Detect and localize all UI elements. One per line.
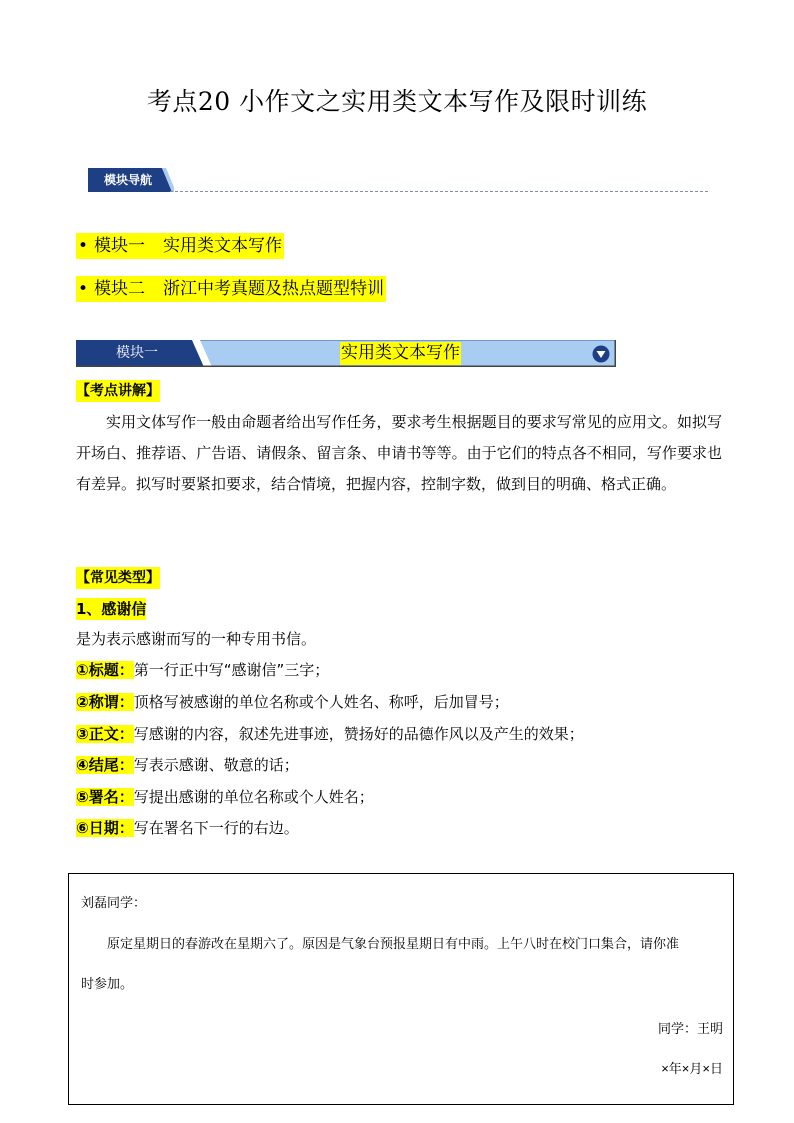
nav-divider xyxy=(170,191,708,192)
format-item-ending xyxy=(76,752,299,778)
format-text: 顶格写被感谢的单位名称或个人姓名、称呼，后加冒号； xyxy=(133,693,509,711)
format-text: 第一行正中写“感谢信”三字； xyxy=(133,661,330,679)
format-text: 写感谢的内容，叙述先进事迹，赞扬好的品德作风以及产生的效果； xyxy=(133,725,584,743)
type-subheading: 1、感谢信 xyxy=(76,600,147,618)
format-item-date xyxy=(76,815,299,841)
nav-tab-label: 模块导航 xyxy=(103,173,152,187)
format-item-body xyxy=(76,721,584,747)
section-bar xyxy=(76,340,616,367)
note-signature: 同学：王明 xyxy=(657,1021,723,1036)
chevron-down-icon[interactable] xyxy=(592,345,610,363)
section-module-label: 模块一 xyxy=(116,345,158,361)
bullet: • xyxy=(78,279,89,299)
format-item-title xyxy=(76,657,329,683)
bullet: • xyxy=(78,236,89,256)
nav-item-module-1[interactable] xyxy=(76,233,284,259)
section-title: 实用类文本写作 xyxy=(341,343,460,363)
nav-item-module: 模块二 xyxy=(94,279,146,299)
nav-item-title: 实用类文本写作 xyxy=(163,236,283,256)
note-date: ×年×月×日 xyxy=(661,1061,723,1076)
format-item-signature xyxy=(76,784,374,810)
kaodian-paragraph: 实用文体写作一般由命题者给出写作任务，要求考生根据题目的要求写常见的应用文。如拟写开场白、推荐语、广告语、请假条、留言条、申请书等等。由于它们的特点各不相同，写作要求也有差异。拟写时要紧扣要求，结合情境，把握内容，控制字数，做到目的明确、格式正确。 xyxy=(76,413,722,493)
kaodian-tag: 【考点讲解】 xyxy=(76,380,160,402)
nav-item-module-2[interactable] xyxy=(76,276,386,302)
format-label: ⑤署名： xyxy=(76,788,134,806)
format-label: ③正文： xyxy=(76,725,134,743)
format-text: 写表示感谢、敬意的话； xyxy=(133,756,299,774)
format-text: 写提出感谢的单位名称或个人姓名； xyxy=(133,788,374,806)
format-text: 写在署名下一行的右边。 xyxy=(133,819,299,837)
example-note-box xyxy=(68,873,734,1105)
format-label: ⑥日期： xyxy=(76,819,134,837)
format-label: ①标题： xyxy=(76,661,134,679)
page-title: 考点20 小作文之实用类文本写作及限时训练 xyxy=(146,87,648,116)
note-body-line-2: 时参加。 xyxy=(81,976,134,991)
format-label: ②称谓： xyxy=(76,693,134,711)
note-body-line-1: 原定星期日的春游改在星期六了。原因是气象台预报星期日有中雨。上午八时在校门口集合，请你准 xyxy=(107,936,680,951)
format-label: ④结尾： xyxy=(76,756,134,774)
note-salutation: 刘磊同学： xyxy=(81,895,147,910)
types-tag: 【常见类型】 xyxy=(76,567,160,589)
type-intro: 是为表示感谢而写的一种专用书信。 xyxy=(76,630,317,648)
module-nav-tab xyxy=(88,168,174,192)
nav-item-title: 浙江中考真题及热点题型特训 xyxy=(163,279,385,299)
nav-item-module: 模块一 xyxy=(94,236,146,256)
format-item-salutation xyxy=(76,689,509,715)
